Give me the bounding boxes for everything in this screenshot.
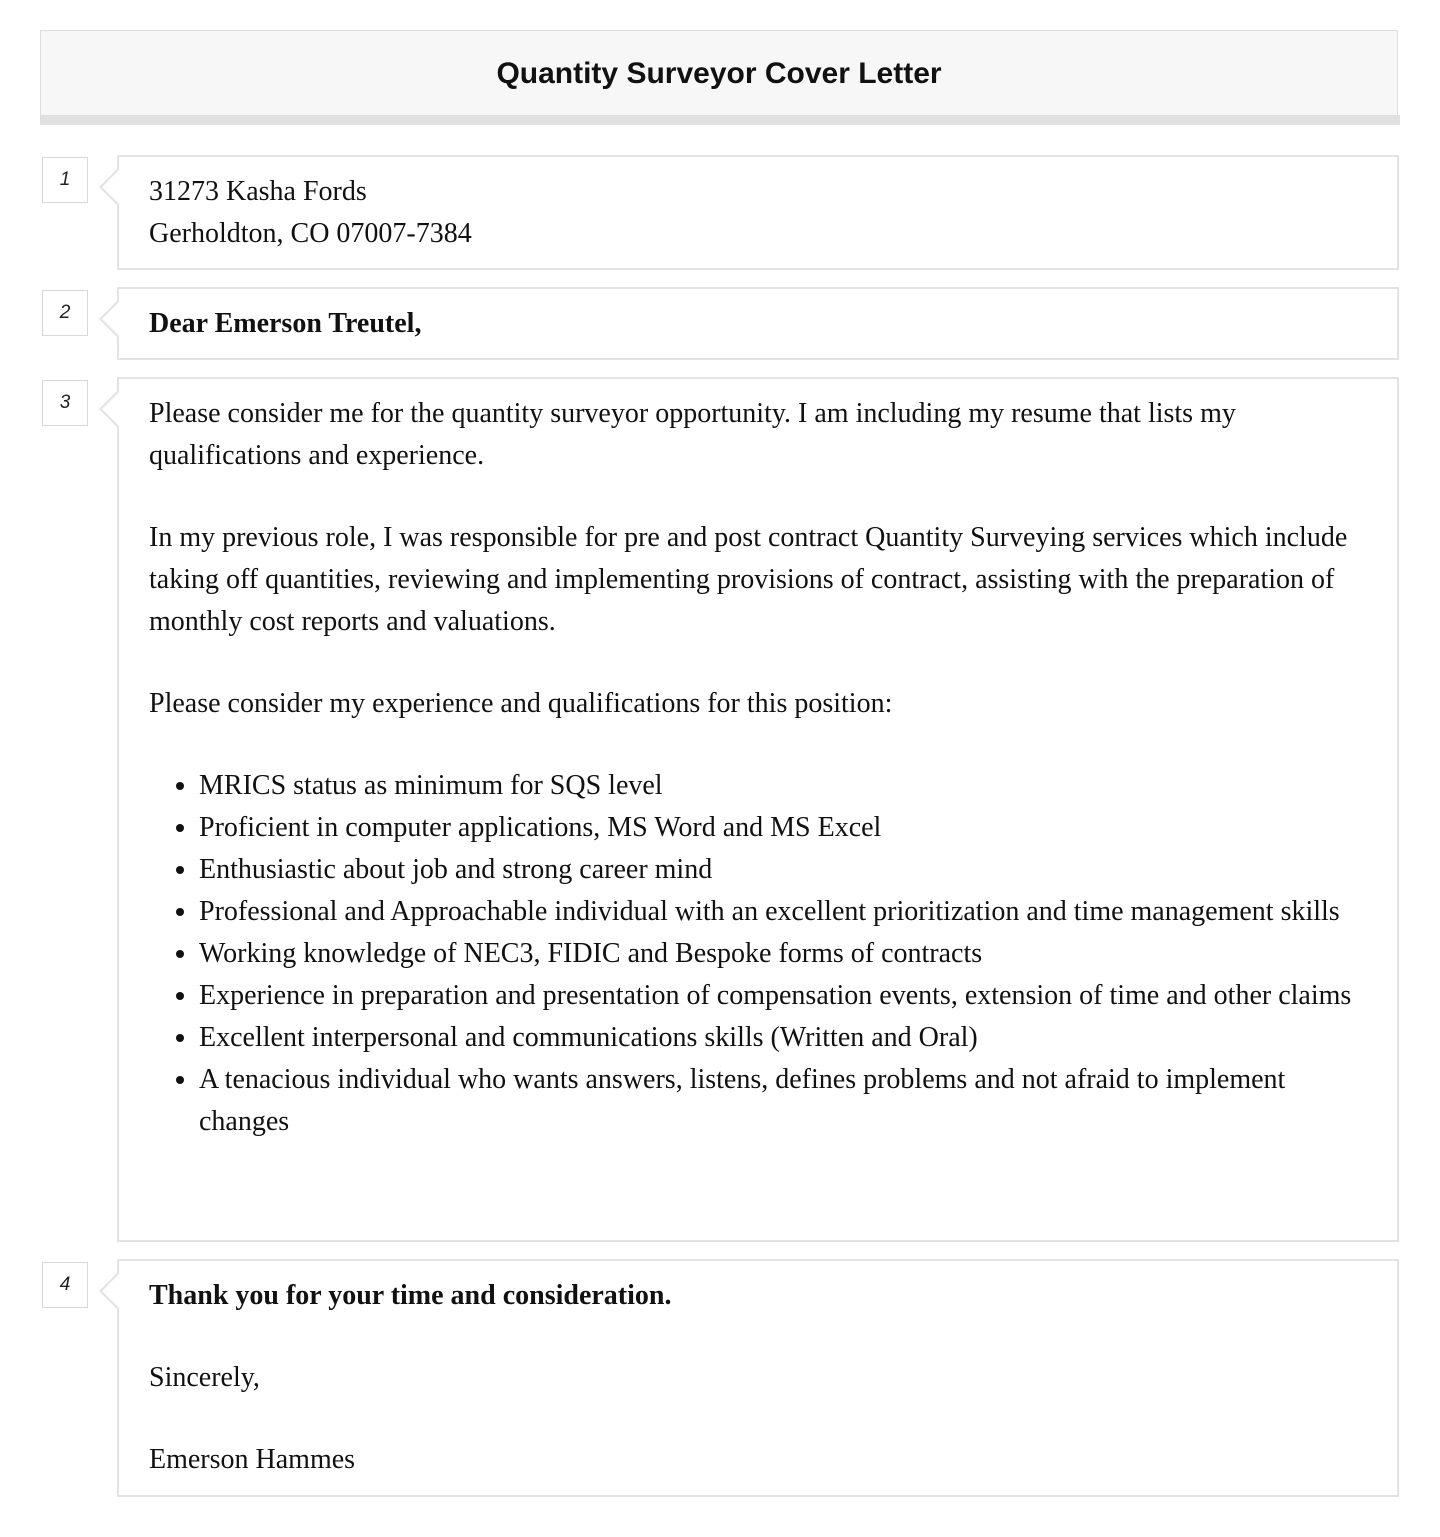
- list-item: • Professional and Approachable individual with an excellent prioritization and time management skills: [199, 891, 1367, 933]
- list-item: • A tenacious individual who wants answers, listens, defines problems and not afraid to implement changes: [199, 1059, 1367, 1143]
- section-number-3: 3: [42, 380, 88, 426]
- address-line-2: Gerholdton, CO 07007-7384: [149, 218, 472, 249]
- document-header: [40, 30, 1398, 115]
- salutation: Dear Emerson Treutel,: [149, 308, 422, 339]
- thanks-line: Thank you for your time and consideration.: [149, 1280, 672, 1311]
- experience-paragraph: In my previous role, I was responsible for pre and post contract Quantity Surveying services which include taking off quantities, reviewing and implementing provisions of contract, assisting with the preparation of monthly cost reports and valuations.: [149, 522, 1348, 637]
- signature: Emerson Hammes: [149, 1444, 356, 1475]
- address-line-1: 31273 Kasha Fords: [149, 176, 367, 207]
- qualifications-lead-paragraph: Please consider my experience and qualifications for this position:: [149, 688, 893, 719]
- closing-line: Sincerely,: [149, 1362, 260, 1393]
- list-item: • Excellent interpersonal and communications skills (Written and Oral): [199, 1017, 1367, 1059]
- list-item: • Experience in preparation and presentation of compensation events, extension of time and other claims: [199, 975, 1367, 1017]
- section-number-2: 2: [42, 290, 88, 336]
- intro-paragraph: Please consider me for the quantity surveyor opportunity. I am including my resume that lists my qualifications and experience.: [149, 398, 1236, 471]
- closing-section: [117, 1259, 1399, 1497]
- section-number-4: 4: [42, 1262, 88, 1308]
- header-divider: [40, 115, 1400, 125]
- salutation-section: [117, 287, 1399, 360]
- list-item: • Working knowledge of NEC3, FIDIC and Bespoke forms of contracts: [199, 933, 1367, 975]
- address-section: [117, 155, 1399, 270]
- qualifications-list: [149, 765, 1367, 1143]
- body-section: [117, 377, 1399, 1242]
- list-item: • Enthusiastic about job and strong career mind: [199, 849, 1367, 891]
- section-number-1: 1: [42, 157, 88, 203]
- document-title: Quantity Surveyor Cover Letter: [496, 57, 942, 90]
- list-item: • MRICS status as minimum for SQS level: [199, 765, 1367, 807]
- list-item: • Proficient in computer applications, MS Word and MS Excel: [199, 807, 1367, 849]
